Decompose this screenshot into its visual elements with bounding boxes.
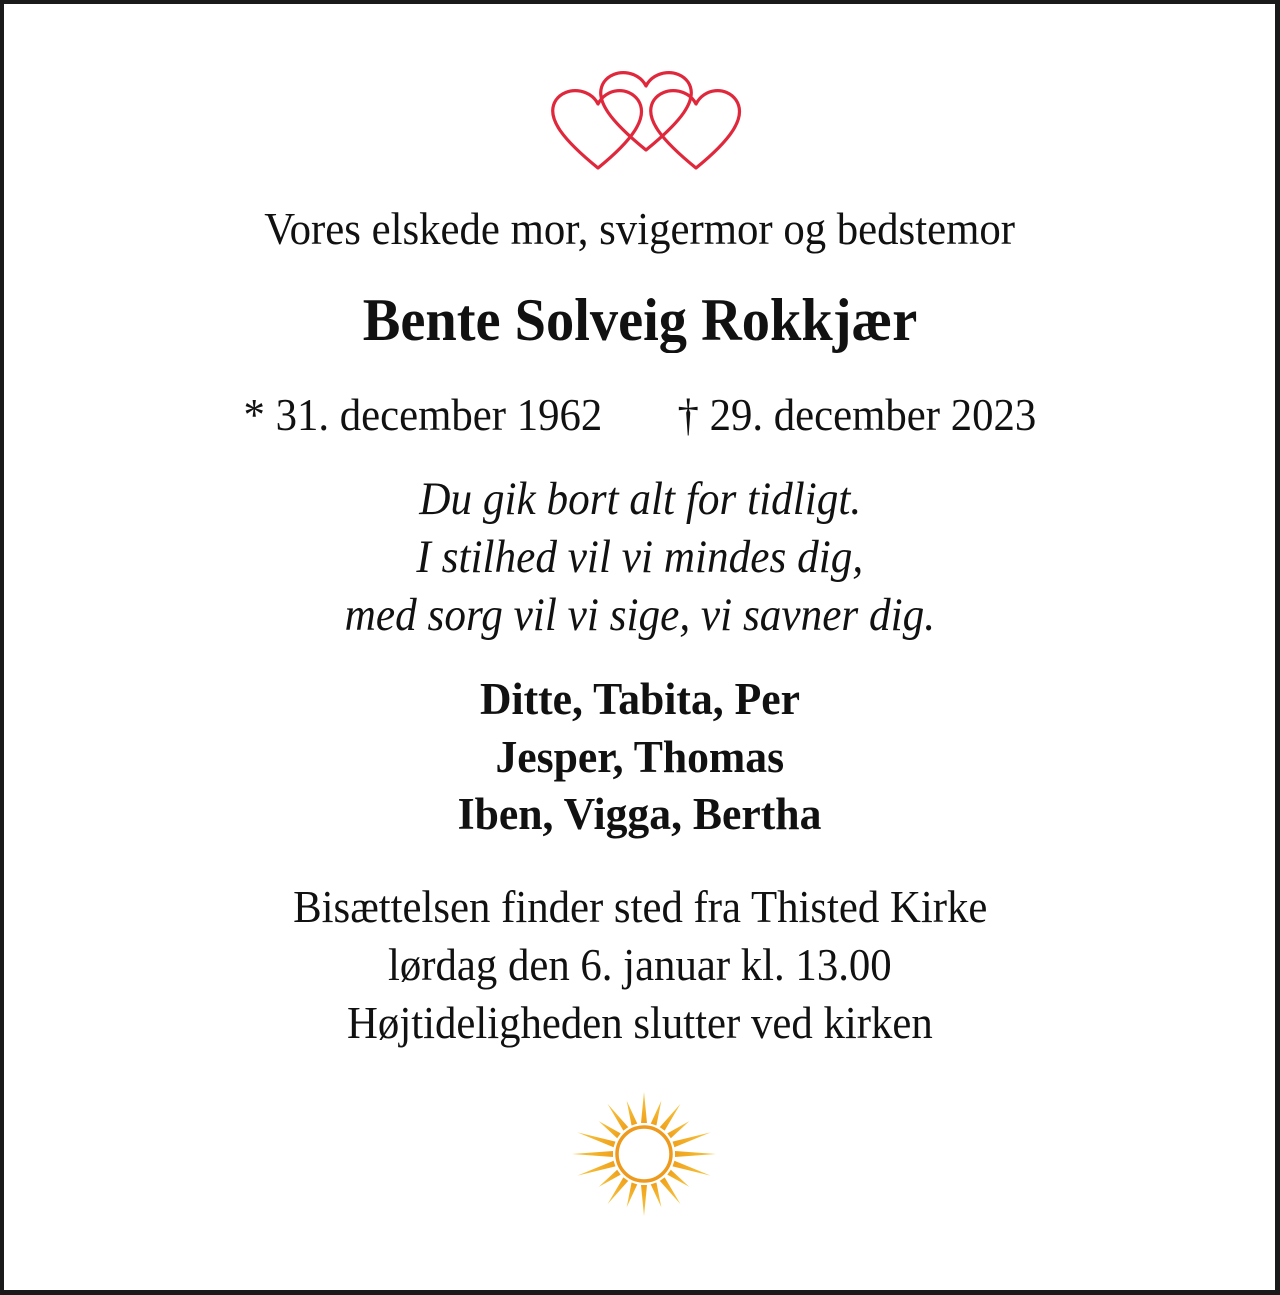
signature-line: Ditte, Tabita, Per [479,674,801,724]
life-dates [4,388,1276,441]
funeral-info-line: lørdag den 6. januar kl. 13.00 [388,939,892,990]
funeral-info-line: Bisættelsen finder sted fra Thisted Kirke [292,881,988,932]
death-date: † 29. december 2023 [677,389,1037,440]
sun-icon [566,1090,722,1218]
deceased-name: Bente Solveig Rokkjær [362,287,918,353]
verse-line: Du gik bort alt for tidligt. [418,473,862,525]
intro-text: Vores elskede mor, svigermor og bedstemor [264,203,1016,254]
funeral-info-line: Højtideligheden slutter ved kirken [347,997,933,1048]
verse-line: I stilhed vil vi mindes dig, [416,531,864,583]
verse-line: med sorg vil vi sige, vi savner dig. [344,589,936,641]
signature-line: Iben, Vigga, Bertha [458,789,822,839]
signature-line: Jesper, Thomas [495,732,785,782]
hearts-icon [536,66,758,174]
birth-date: * 31. december 1962 [243,389,603,440]
